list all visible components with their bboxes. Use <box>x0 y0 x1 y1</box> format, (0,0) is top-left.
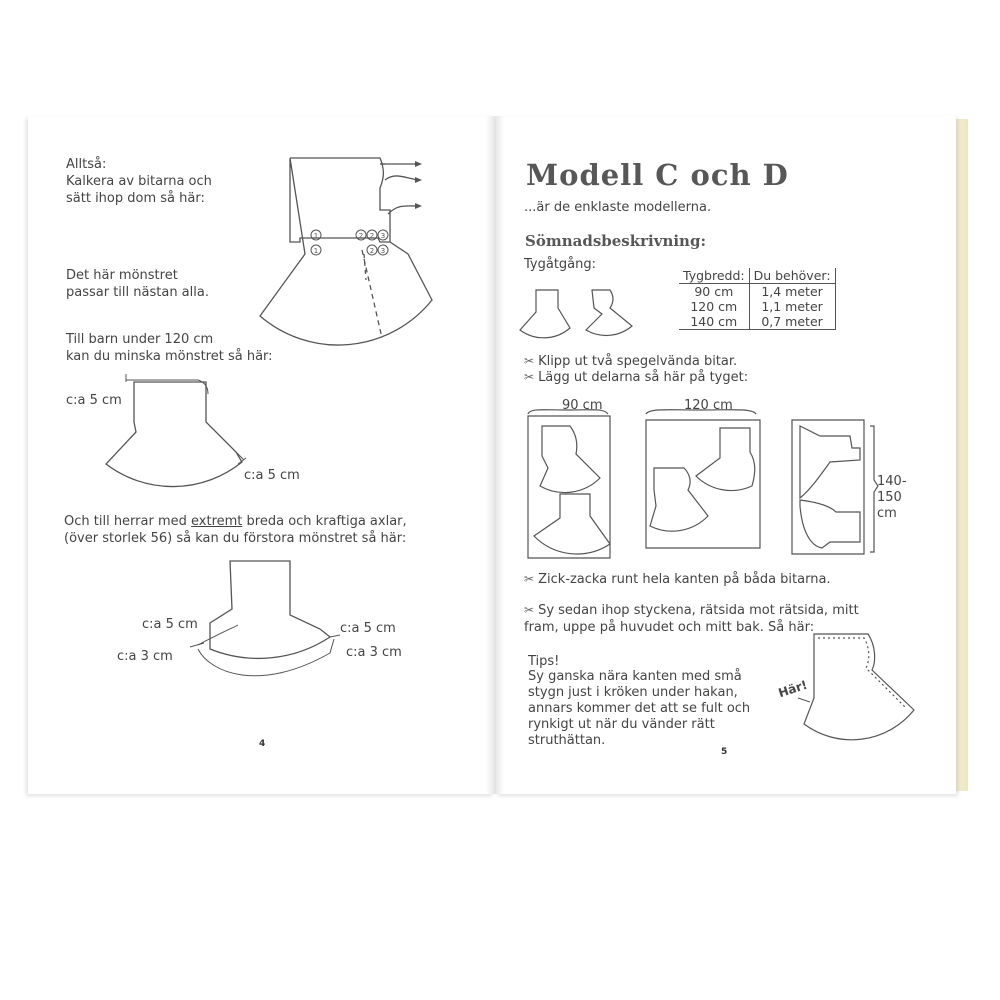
men-label-left-2: c:a 3 cm <box>117 649 173 664</box>
men-text-b: breda och kraftiga axlar, <box>242 514 407 529</box>
table-cell: 1,4 meter <box>749 284 835 300</box>
tips-body: Sy ganska nära kanten med små stygn just i kröken under hakan, annars kommer det att se fult och rynkigt ut när du vänder rätt struthättan. <box>528 669 751 748</box>
piece-number: 3 <box>380 232 386 240</box>
table-cell: 0,7 meter <box>749 314 835 330</box>
tagline: ...är de enklaste modellerna. <box>524 200 712 215</box>
here-label: Här! <box>776 677 809 701</box>
hood-pieces-icon <box>514 286 644 338</box>
scissors-icon: ✂ <box>524 603 535 617</box>
child-pattern-figure <box>96 372 266 502</box>
table-row <box>679 299 835 314</box>
zigzag-text: Zick-zacka runt hela kanten på båda bitarna. <box>538 572 831 587</box>
piece-number: 1 <box>313 247 319 255</box>
layout-label-140: 140- 150 cm <box>877 474 907 521</box>
men-label-right-2: c:a 3 cm <box>346 645 402 660</box>
child-top-label: c:a 5 cm <box>66 393 122 408</box>
table-cell: 120 cm <box>690 299 738 314</box>
fits-all-text: Det här mönstret passar till nästan alla. <box>66 268 209 300</box>
piece-number: 2 <box>358 232 364 240</box>
step-2 <box>524 370 748 385</box>
sew-text: Sy sedan ihop styckena, rätsida mot rätsida, mitt fram, uppe på huvudet och mitt bak. Så här: <box>524 603 859 635</box>
children-text: Till barn under 120 cm kan du minska mönstret så här: <box>66 332 273 364</box>
piece-number: 2 <box>369 247 375 255</box>
step-1 <box>524 354 737 369</box>
table-cell: 140 cm <box>679 314 749 330</box>
tips-title: Tips! <box>528 654 560 669</box>
page-number-left: 4 <box>259 739 266 749</box>
layout-label-90: 90 cm <box>562 398 603 413</box>
grain-label: Tygåtgång: <box>524 257 597 272</box>
book-gutter <box>486 116 504 794</box>
men-pattern-figure <box>180 555 360 695</box>
piece-number: 3 <box>380 247 386 255</box>
men-label-right-1: c:a 5 cm <box>340 621 396 636</box>
zigzag-step <box>524 572 831 587</box>
scissors-icon: ✂ <box>524 354 535 368</box>
table-cell: 90 cm <box>694 284 734 299</box>
table-row <box>679 284 835 300</box>
piece-number: 2 <box>369 232 375 240</box>
page-number-right: 5 <box>721 747 728 757</box>
men-text-emphasis: extremt <box>191 514 243 529</box>
piece-number: 1 <box>313 232 319 240</box>
fabric-layout-figure <box>520 406 880 566</box>
table-row <box>679 314 835 330</box>
page-stack-edge <box>955 119 968 791</box>
intro-text: Alltså: Kalkera av bitarna och sätt ihop dom så här: <box>66 157 212 206</box>
assembled-pattern-figure <box>230 150 450 350</box>
step-2-text: Lägg ut delarna så här på tyget: <box>538 370 749 385</box>
men-text-line2: (över storlek 56) så kan du förstora mönstret så här: <box>64 531 407 546</box>
men-label-left-1: c:a 5 cm <box>142 617 198 632</box>
men-text-line1 <box>64 513 407 530</box>
table-header: Du behöver: <box>749 268 835 284</box>
child-side-label: c:a 5 cm <box>244 468 300 483</box>
table-header: Tygbredd: <box>679 268 749 284</box>
fabric-table <box>679 268 836 330</box>
table-cell: 1,1 meter <box>749 299 835 314</box>
scissors-icon: ✂ <box>524 572 535 586</box>
section-title: Sömnadsbeskrivning: <box>525 232 706 250</box>
step-1-text: Klipp ut två spegelvända bitar. <box>538 354 738 369</box>
layout-label-120: 120 cm <box>684 398 733 413</box>
men-text-a: Och till herrar med <box>64 514 192 529</box>
page-title: Modell C och D <box>526 158 789 192</box>
scissors-icon: ✂ <box>524 370 535 384</box>
